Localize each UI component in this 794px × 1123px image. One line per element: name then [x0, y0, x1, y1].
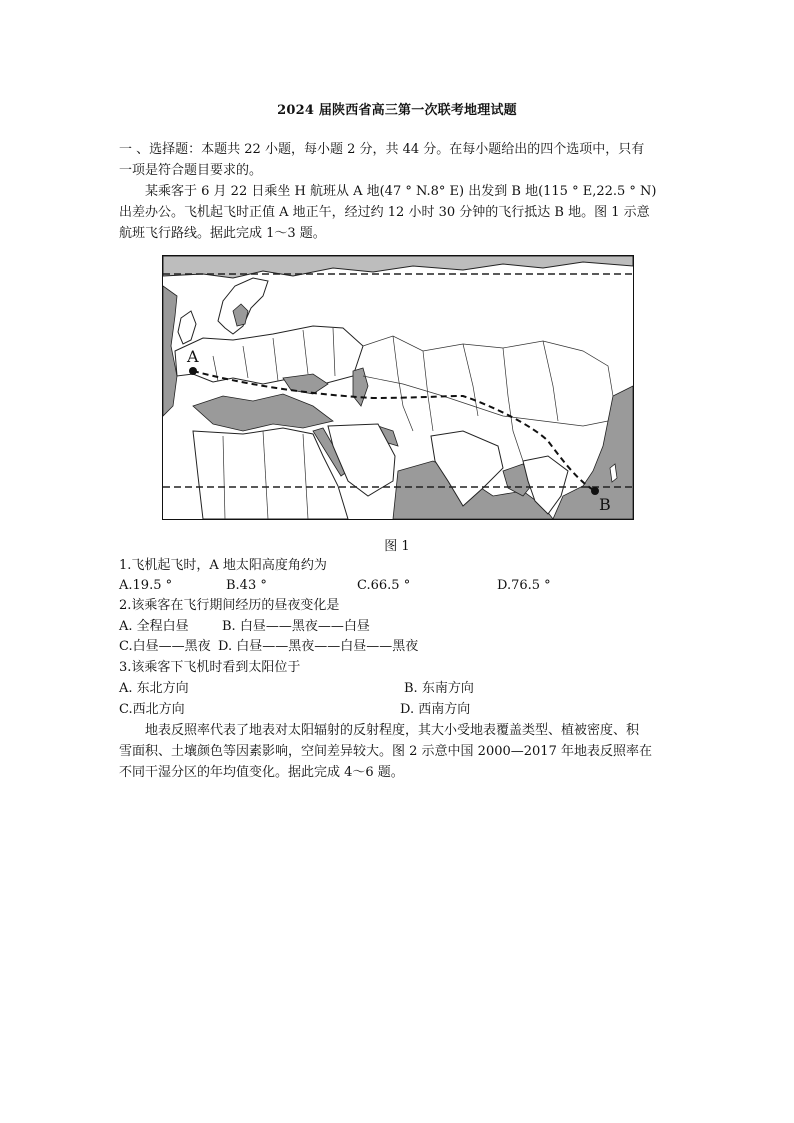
passage-2-line-2: 雪面积、土壤颜色等因素影响，空间差异较大。图 2 示意中国 2000—2017 年地表反照率在: [119, 744, 652, 759]
question-3-option-c[interactable]: C.西北方向: [119, 702, 185, 717]
question-1-stem: 1.飞机起飞时，A 地太阳高度角约为: [119, 558, 327, 573]
question-1-option-d[interactable]: D.76.5 °: [497, 578, 551, 593]
caspian-sea: [353, 368, 368, 406]
figure-1-caption: 图 1: [384, 539, 410, 554]
question-1-option-c[interactable]: C.66.5 °: [357, 578, 411, 593]
passage-2: [119, 720, 675, 783]
question-2-option-b[interactable]: B. 白昼——黑夜——白昼: [222, 619, 370, 634]
section-instructions: [119, 139, 675, 181]
point-a-label: A: [187, 347, 199, 366]
intro-line-1: 某乘客于 6 月 22 日乘坐 H 航班从 A 地(47 ° N.8° E) 出发到 B 地(115 ° E,22.5 ° N): [145, 184, 657, 199]
question-1-option-b[interactable]: B.43 °: [226, 578, 267, 593]
british-isles: [178, 311, 196, 344]
exam-title: 2024 届陕西省高三第一次联考地理试题: [277, 103, 517, 118]
question-3-option-b[interactable]: B. 东南方向: [404, 681, 474, 696]
question-2-stem: 2.该乘客在飞行期间经历的昼夜变化是: [119, 598, 340, 613]
question-3-option-d[interactable]: D. 西南方向: [400, 702, 471, 717]
question-1-option-a[interactable]: A.19.5 °: [119, 578, 173, 593]
section-line-1: 一 、选择题：本题共 22 小题，每小题 2 分，共 44 分。在每小题给出的四个选项中，只有: [119, 142, 645, 157]
question-2-option-c[interactable]: C.白昼——黑夜: [119, 639, 211, 654]
passage-2-line-3: 不同干湿分区的年均值变化。据此完成 4～6 题。: [119, 765, 404, 780]
route-map-svg: [163, 256, 633, 519]
intro-line-3: 航班飞行路线。据此完成 1～3 题。: [119, 226, 326, 241]
point-a-marker: [189, 367, 197, 375]
section-line-2: 一项是符合题目要求的。: [119, 163, 263, 178]
intro-line-2: 出差办公。飞机起飞时正值 A 地正午，经过约 12 小时 30 分钟的飞行抵达 B 地。图 1 示意: [119, 205, 650, 220]
point-b-label: B: [599, 495, 611, 514]
question-2-option-a[interactable]: A. 全程白昼: [119, 619, 189, 634]
figure-1-map: [162, 255, 634, 520]
question-3-stem: 3.该乘客下飞机时看到太阳位于: [119, 660, 301, 675]
point-b-marker: [591, 487, 599, 495]
question-2-option-d[interactable]: D. 白昼——黑夜——白昼——黑夜: [218, 639, 419, 654]
passage-2-line-1: 地表反照率代表了地表对太阳辐射的反射程度，其大小受地表覆盖类型、植被密度、积: [145, 723, 640, 738]
question-3-option-a[interactable]: A. 东北方向: [119, 681, 189, 696]
mediterranean-sea: [193, 394, 333, 431]
pacific-ocean: [553, 386, 633, 519]
intro-paragraph: [119, 181, 675, 244]
